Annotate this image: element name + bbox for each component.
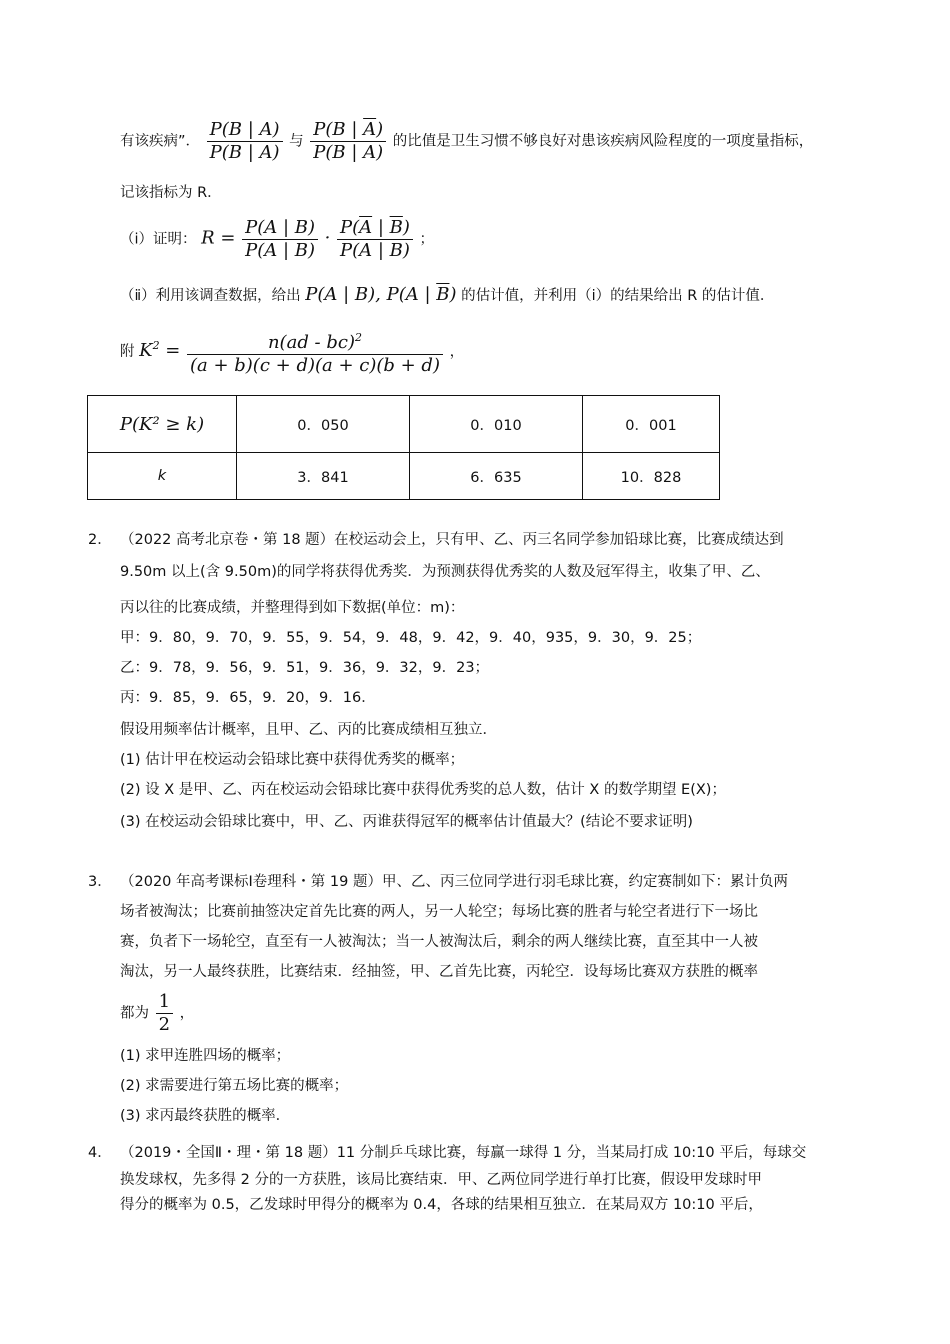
table-cell: 10．828	[583, 453, 720, 500]
q2-line: 丙以往的比赛成绩，并整理得到如下数据(单位：m)：	[120, 600, 465, 616]
text: ；	[419, 231, 434, 248]
table-cell: 3．841	[237, 453, 410, 500]
q4-line: 得分的概率为 0.5，乙发球时甲得分的概率为 0.4，各球的结果相互独立．在某局双方 10:10 平后，	[120, 1197, 763, 1213]
question-number: 2．	[88, 532, 112, 548]
text: 都为	[120, 1005, 149, 1022]
k2-formula-line	[120, 328, 464, 376]
table-cell: 0．001	[583, 396, 720, 453]
question-number: 3．	[88, 874, 112, 890]
q3-line: 淘汰，另一人最终获胜，比赛结束．经抽签，甲、乙首先比赛，丙轮空．设每场比赛双方获胜的概率	[120, 964, 758, 980]
q2-sub: (1) 估计甲在校运动会铅球比赛中获得优秀奖的概率；	[120, 752, 465, 768]
q3-sub: (1) 求甲连胜四场的概率；	[120, 1048, 291, 1064]
table-header-cell: P(K² ≥ k)	[88, 396, 237, 453]
define-r-line: 记该指标为 R．	[120, 185, 222, 201]
text: 的估计值，并利用（ⅰ）的结果给出 R 的估计值．	[461, 288, 775, 304]
text: 的比值是卫生习惯不够良好对患该疾病风险程度的一项度量指标，	[392, 133, 814, 150]
q2-data-jia: 甲：9．80，9．70，9．55，9．54，9．48，9．42，9．40，935，9．30，9．25；	[120, 630, 702, 646]
part-ii-line	[120, 285, 774, 306]
text: ，	[449, 344, 465, 360]
proof-line: （ⅰ）证明： R = $\frac{P(A | B)}{P(\overline{A} | B)}$ · $\frac{P(\overline{A} | \overline{B})}{P(A | \overline{B})}$ ；	[120, 217, 434, 261]
table-row	[88, 396, 720, 453]
q4-line: （2019・全国Ⅱ・理・第 18 题）11 分制乒乓球比赛，每赢一球得 1 分，当某局打成 10:10 平后，每球交	[120, 1145, 807, 1161]
q2-data-bing: 丙：9．85，9．65，9．20，9．16．	[120, 690, 376, 706]
q3-line: （2020 年高考课标Ⅰ卷理科・第 19 题）甲、乙、丙三位同学进行羽毛球比赛，约定赛制如下：累计负两	[120, 874, 788, 890]
q2-line: （2022 高考北京卷・第 18 题）在校运动会上，只有甲、乙、丙三名同学参加铅球比赛，比赛成绩达到	[120, 532, 784, 548]
text: 与	[289, 133, 304, 150]
q2-sub: (2) 设 X 是甲、乙、丙在校运动会铅球比赛中获得优秀奖的总人数，估计 X 的数学期望 E(X)；	[120, 782, 726, 798]
ratio-definition-line	[120, 120, 813, 163]
q2-line: 假设用频率估计概率，且甲、乙、丙的比赛成绩相互独立．	[120, 722, 497, 738]
table-cell: 6．635	[410, 453, 583, 500]
q4-line: 换发球权，先多得 2 分的一方获胜，该局比赛结束．甲、乙两位同学进行单打比赛，假设甲发球时甲	[120, 1172, 762, 1188]
table-cell: 0．050	[237, 396, 410, 453]
question-number: 4．	[88, 1145, 112, 1161]
estimate-expression: P(A | B), P(A | $\overline{B}$)	[305, 284, 457, 305]
fraction-pab: $\frac{P(A | B)}{P(\overline{A} | B)}$	[242, 218, 318, 261]
k2-symbol: $K^2$ =	[139, 339, 181, 361]
q3-sub: (2) 求需要进行第五场比赛的概率；	[120, 1078, 349, 1094]
fraction-pabar: $\frac{P(\overline{A} | \overline{B})}{P(A | \overline{B})}$	[337, 218, 413, 261]
k2-fraction: $\frac{n(ad - bc)^2}{(a + b)(c + d)(a + c)(b + d)}$	[187, 328, 443, 376]
text: ，	[179, 1005, 195, 1022]
table-row	[88, 453, 720, 500]
table-cell: 0．010	[410, 396, 583, 453]
text: （ⅱ）利用该调查数据，给出	[120, 288, 301, 304]
q3-line: 场者被淘汰；比赛前抽签决定首先比赛的两人，另一人轮空；每场比赛的胜者与轮空者进行下一场比	[120, 904, 758, 920]
text: 附	[120, 344, 135, 360]
q3-sub: (3) 求丙最终获胜的概率．	[120, 1108, 291, 1124]
q2-data-yi: 乙：9．78，9．56，9．51，9．36，9．32，9．23；	[120, 660, 490, 676]
k2-critical-table	[87, 395, 720, 500]
table-header-cell: k	[88, 453, 237, 500]
r-equals: R =	[201, 227, 236, 249]
fraction-pbnota: $\frac{P(B | \overline{A})}{P(\overline{B} | \overline{A})}$	[310, 120, 386, 163]
q3-line: 赛，负者下一场轮空，直至有一人被淘汰；当一人被淘汰后，剩余的两人继续比赛，直至其中一人被	[120, 934, 758, 950]
q2-line: 9.50m 以上(含 9.50m)的同学将获得优秀奖．为预测获得优秀奖的人数及冠军得主，收集了甲、乙、	[120, 564, 770, 580]
text: 有该疾病”．	[120, 133, 201, 150]
text: （ⅰ）证明：	[120, 231, 197, 248]
fraction-pba-over-pbbara: $\frac{P(B | A)}{P(\overline{B} | A)}$	[207, 120, 283, 163]
q3-prob-line	[120, 992, 194, 1035]
q2-sub: (3) 在校运动会铅球比赛中，甲、乙、丙谁获得冠军的概率估计值最大？(结论不要求证明)	[120, 814, 693, 830]
fraction-one-half: $\frac{1}{2}$	[156, 992, 173, 1035]
